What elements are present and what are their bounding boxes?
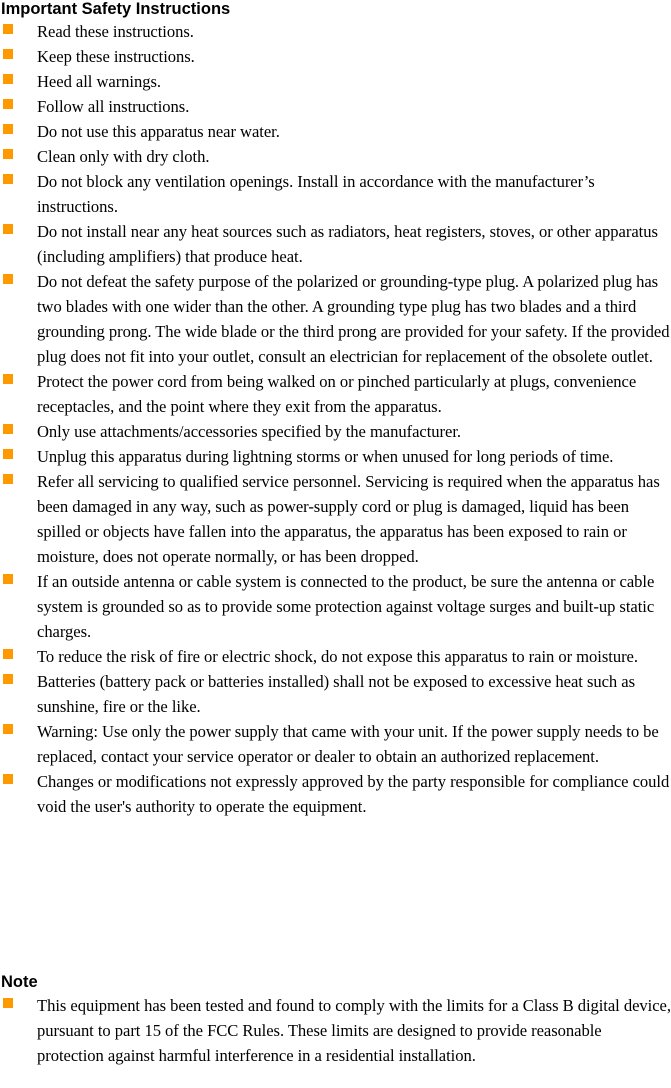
square-bullet-icon xyxy=(3,674,13,684)
list-item-text: Heed all warnings. xyxy=(37,72,161,91)
list-item xyxy=(0,444,671,469)
list-item xyxy=(0,669,671,719)
square-bullet-icon xyxy=(3,649,13,659)
list-item xyxy=(0,119,671,144)
list-item-text: Do not install near any heat sources such as radiators, heat registers, stoves, or other apparatus (including amplifiers) that produce heat. xyxy=(37,222,658,266)
list-item-text: Only use attachments/accessories specified by the manufacturer. xyxy=(37,422,461,441)
list-item-text: This equipment has been tested and found to comply with the limits for a Class B digital device, pursuant to part 15 of the FCC Rules. These limits are designed to provide reasonable protection against harmful interference in a residential installation. xyxy=(37,996,671,1065)
square-bullet-icon xyxy=(3,774,13,784)
list-item xyxy=(0,169,671,219)
list-item-text: Clean only with dry cloth. xyxy=(37,147,210,166)
square-bullet-icon xyxy=(3,49,13,59)
list-item-text: Protect the power cord from being walked on or pinched particularly at plugs, convenience receptacles, and the point where they exit from the apparatus. xyxy=(37,372,637,416)
square-bullet-icon xyxy=(3,998,13,1008)
list-item xyxy=(0,419,671,444)
list-item-text: Unplug this apparatus during lightning storms or when unused for long periods of time. xyxy=(37,447,614,466)
square-bullet-icon xyxy=(3,574,13,584)
list-item xyxy=(0,993,671,1068)
square-bullet-icon xyxy=(3,224,13,234)
list-item xyxy=(0,44,671,69)
square-bullet-icon xyxy=(3,474,13,484)
list-item xyxy=(0,469,671,569)
list-item-text: Follow all instructions. xyxy=(37,97,190,116)
list-item-text: Warning: Use only the power supply that came with your unit. If the power supply needs to be replaced, contact your service operator or dealer to obtain an authorized replacement. xyxy=(37,722,659,766)
list-item xyxy=(0,769,671,819)
list-item-text: If an outside antenna or cable system is connected to the product, be sure the antenna or cable system is grounded so as to provide some protection against voltage surges and built-up static charges. xyxy=(37,572,655,641)
square-bullet-icon xyxy=(3,149,13,159)
list-item xyxy=(0,269,671,369)
square-bullet-icon xyxy=(3,424,13,434)
list-item-text: Read these instructions. xyxy=(37,22,194,41)
square-bullet-icon xyxy=(3,99,13,109)
list-item xyxy=(0,569,671,644)
safety-instructions-list xyxy=(0,19,671,819)
square-bullet-icon xyxy=(3,449,13,459)
list-item xyxy=(0,719,671,769)
list-item-text: Refer all servicing to qualified service personnel. Servicing is required when the apparatus has been damaged in any way, such as power-supply cord or plug is damaged, liquid has been spilled or objects have fallen into the apparatus, the apparatus has been exposed to rain or moisture, does not operate normally, or has been dropped. xyxy=(37,472,660,566)
square-bullet-icon xyxy=(3,74,13,84)
list-item-text: Keep these instructions. xyxy=(37,47,195,66)
list-item xyxy=(0,69,671,94)
list-item-text: Do not block any ventilation openings. Install in accordance with the manufacturer’s instructions. xyxy=(37,172,595,216)
list-item-text: To reduce the risk of fire or electric shock, do not expose this apparatus to rain or moisture. xyxy=(37,647,638,666)
square-bullet-icon xyxy=(3,374,13,384)
square-bullet-icon xyxy=(3,24,13,34)
list-item xyxy=(0,94,671,119)
list-item xyxy=(0,19,671,44)
square-bullet-icon xyxy=(3,124,13,134)
safety-instructions-heading: Important Safety Instructions xyxy=(1,0,231,18)
list-item xyxy=(0,219,671,269)
square-bullet-icon xyxy=(3,724,13,734)
note-list xyxy=(0,993,671,1068)
list-item-text: Do not defeat the safety purpose of the polarized or grounding-type plug. A polarized plug has two blades with one wider than the other. A grounding type plug has two blades and a third grounding prong. The wide blade or the third prong are provided for your safety. If the provided plug does not fit into your outlet, consult an electrician for replacement of the obsolete outlet. xyxy=(37,272,670,366)
list-item-text: Changes or modifications not expressly approved by the party responsible for compliance could void the user's authority to operate the equipment. xyxy=(37,772,670,816)
note-heading: Note xyxy=(1,973,38,991)
square-bullet-icon xyxy=(3,274,13,284)
list-item xyxy=(0,369,671,419)
list-item-text: Do not use this apparatus near water. xyxy=(37,122,280,141)
list-item-text: Batteries (battery pack or batteries installed) shall not be exposed to excessive heat such as sunshine, fire or the like. xyxy=(37,672,635,716)
list-item xyxy=(0,644,671,669)
square-bullet-icon xyxy=(3,174,13,184)
list-item xyxy=(0,144,671,169)
